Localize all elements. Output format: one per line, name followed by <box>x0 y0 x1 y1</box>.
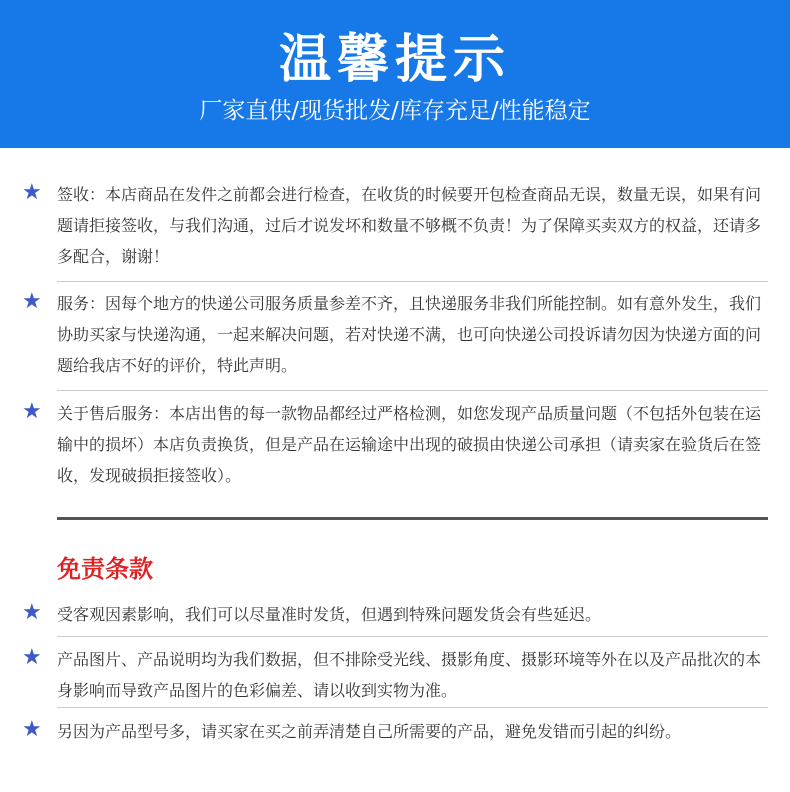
star-icon: ★ <box>22 645 42 670</box>
disclaimer-heading: 免责条款 <box>57 555 153 583</box>
disclaimer-item-delay: 受客观因素影响，我们可以尽量准时发货，但遇到特殊问题发货会有些延迟。 <box>57 605 602 624</box>
page-title: 温馨提示 <box>278 30 511 90</box>
notice-after-sales: 关于售后服务：本店出售的每一款物品都经过严格检测，如您发现产品质量问题（不包括外包装在运输中的损坏）本店负责换货，但是产品在运输途中出现的破损由快递公司承担（请卖家在验货后在签收，发现破损拒接签收）。 <box>57 404 762 485</box>
divider <box>57 636 768 637</box>
section-divider <box>57 517 768 520</box>
notice-service: 服务：因每个地方的快递公司服务质量参差不齐，且快递服务非我们所能控制。如有意外发生，我们协助买家与快递沟通，一起来解决问题，若对快递不满，也可向快递公司投诉请勿因为快递方面的问题给我店不好的评价，特此声明。 <box>57 294 762 375</box>
header-banner <box>0 0 790 148</box>
disclaimer-item-models: 另因为产品型号多，请买家在买之前弄清楚自己所需要的产品，避免发错而引起的纠纷。 <box>57 722 682 741</box>
divider <box>57 707 768 708</box>
divider <box>57 390 768 391</box>
star-icon: ★ <box>22 399 42 424</box>
star-icon: ★ <box>22 717 42 742</box>
divider <box>57 281 768 282</box>
page-subtitle: 厂家直供/现货批发/库存充足/性能稳定 <box>199 98 591 124</box>
notice-signing: 签收：本店商品在发件之前都会进行检查，在收货的时候要开包检查商品无误，数量无误，如果有问题请拒接签收，与我们沟通，过后才说发坏和数量不够概不负责！为了保障买卖双方的权益，还请多多配合，谢谢！ <box>57 185 762 266</box>
star-icon: ★ <box>22 289 42 314</box>
star-icon: ★ <box>22 180 42 205</box>
star-icon: ★ <box>22 600 42 625</box>
disclaimer-item-images: 产品图片、产品说明均为我们数据，但不排除受光线、摄影角度、摄影环境等外在以及产品批次的本身影响而导致产品图片的色彩偏差、请以收到实物为准。 <box>57 650 762 700</box>
